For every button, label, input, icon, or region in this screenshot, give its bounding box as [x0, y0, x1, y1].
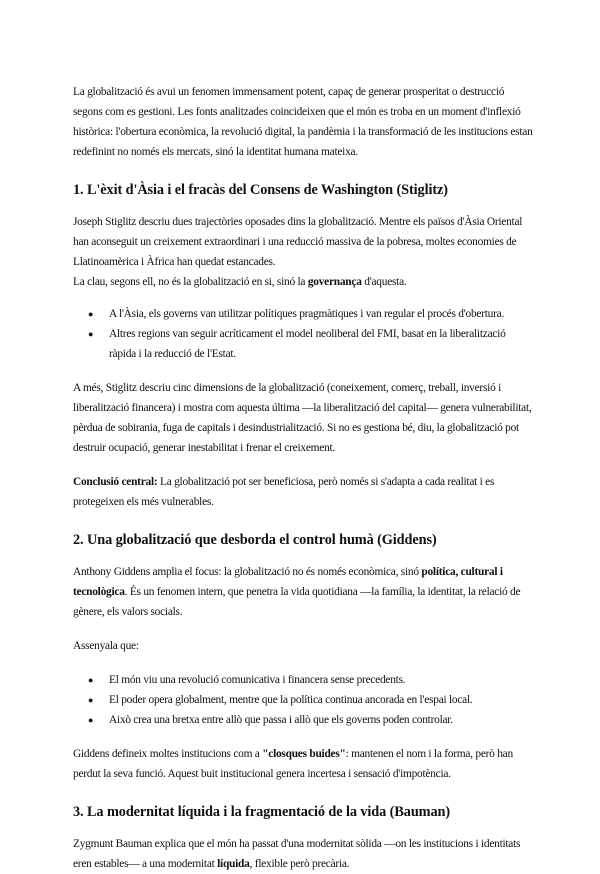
dimensions-paragraph: A més, Stiglitz descriu cinc dimensions de la globalització (coneixement, comerç, treball, inversió i liberalització financera) i mostra com aquesta última —la liberalització del capital— genera vulnerabilitat, pèrdua de sobirania, fuga de capitals i desindustrialització. Si no es gestiona bé, diu, la globalització pot destruir ocupació, generar inestabilitat i frenar el creixement. — [73, 382, 532, 454]
list-item: ● Altres regions van seguir acríticament el model neoliberal del FMI, basat en la liberalització ràpida i la reducció de l'Estat. — [73, 324, 533, 364]
section-1-heading: 1. L'èxit d'Àsia i el fracàs del Consens de Washington (Stiglitz) — [73, 182, 448, 198]
intro-paragraph: La globalització és avui un fenomen immensament potent, capaç de generar prosperitat o destrucció segons com es gestioni. Les fonts analitzades coincideixen que el món es troba en un moment d'inflexió històrica: l'obertura econòmica, la revolució digital, la pandèmia i la transformació de les institucions estan redefinint no només els mercats, sinó la identitat humana mateixa. — [73, 86, 533, 158]
governance-paragraph: La clau, segons ell, no és la globalització en si, sinó la governança d'aquesta. — [73, 276, 407, 288]
dimensions-term: política, cultural i tecnològica — [73, 566, 503, 598]
bullet-icon: ● — [88, 715, 94, 725]
governance-term: governança — [307, 276, 362, 288]
stiglitz-paragraph: Joseph Stiglitz descriu dues trajectòries oposades dins la globalització. Mentre els països d'Àsia Oriental han aconseguit un creixement extraordinari i una reducció massiva de la pobresa, moltes economies de Llatinoamèrica i Àfrica han quedat estancades. — [73, 216, 523, 268]
list-item: ● A l'Àsia, els governs van utilitzar polítiques pragmàtiques i van regular el procés d'obertura. — [73, 304, 533, 324]
document-content — [73, 82, 533, 874]
list-item: ● El poder opera globalment, mentre que la política continua ancorada en l'espai local. — [73, 690, 533, 710]
bullet-icon: ● — [88, 695, 94, 705]
giddens-bullet-list — [73, 670, 533, 730]
stiglitz-bullet-list — [73, 304, 533, 364]
liquida-term: líquida — [217, 858, 250, 870]
closques-paragraph: Giddens defineix moltes institucions com a "closques buides": mantenen el nom i la forma, però han perdut la seva funció. Aquest buit institucional genera incertesa i sensació d'impotència. — [73, 748, 513, 780]
section-3-heading: 3. La modernitat líquida i la fragmentació de la vida (Bauman) — [73, 804, 451, 820]
bauman-paragraph: Zygmunt Bauman explica que el món ha passat d'una modernitat sòlida —on les institucions i identitats eren estables— a una modernitat líquida, flexible però precària. — [73, 838, 521, 870]
bullet-icon: ● — [88, 329, 94, 339]
giddens-paragraph: Anthony Giddens amplia el focus: la globalització no és només econòmica, sinó política, cultural i tecnològica. És un fenomen intern, que penetra la vida quotidiana —la família, la identitat, la relació de gènere, els valors socials. — [73, 566, 521, 618]
assenyala-paragraph: Assenyala que: — [73, 640, 139, 652]
list-item: ● El món viu una revolució comunicativa i financera sense precedents. — [73, 670, 533, 690]
bullet-icon: ● — [88, 309, 94, 319]
section-2-heading: 2. Una globalització que desborda el control humà (Giddens) — [73, 532, 437, 548]
list-item: ● Això crea una bretxa entre allò que passa i allò que els governs poden controlar. — [73, 710, 533, 730]
conclusion-paragraph: Conclusió central: La globalització pot ser beneficiosa, però només si s'adapta a cada realitat i es protegeixen els més vulnerables. — [73, 476, 495, 508]
bullet-icon: ● — [88, 675, 94, 685]
conclusion-label: Conclusió central: — [73, 476, 158, 488]
closques-term: "closques buides" — [262, 748, 346, 760]
